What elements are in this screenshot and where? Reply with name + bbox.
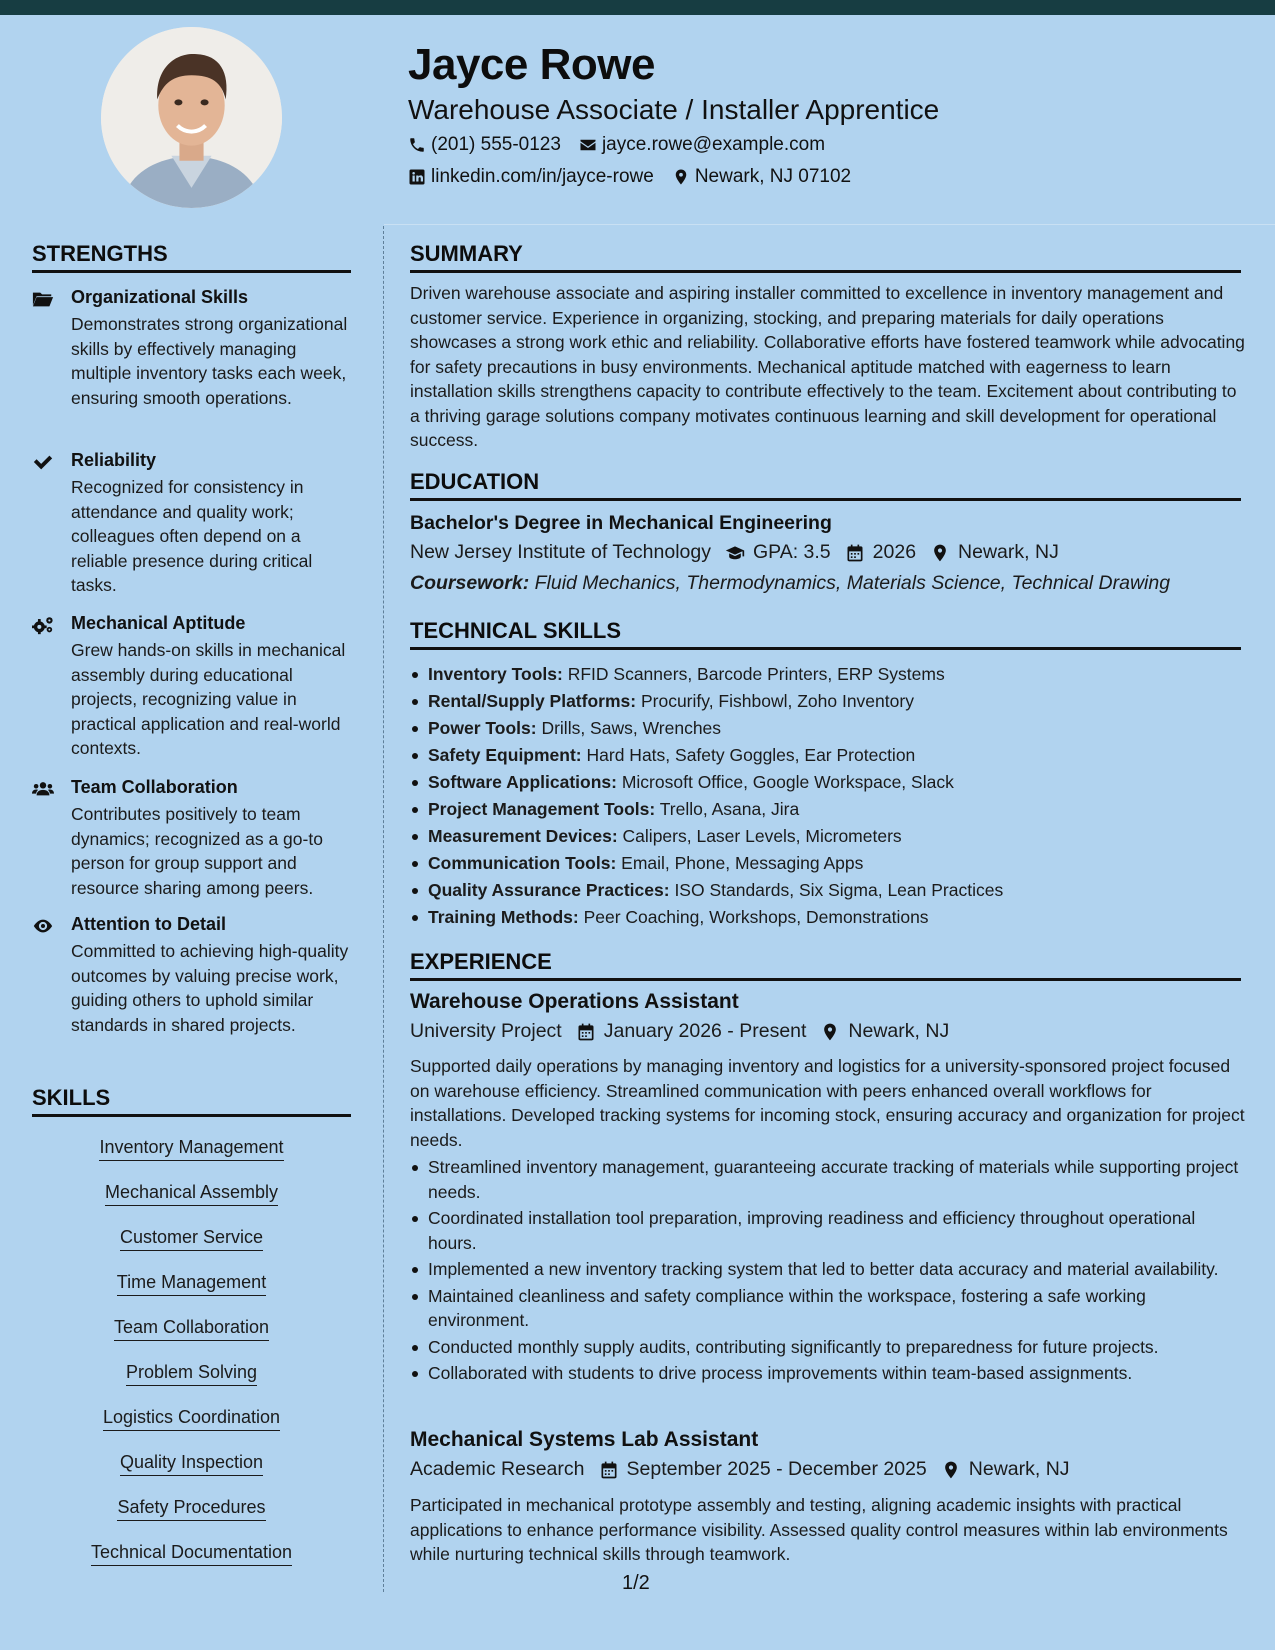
skill-label: Technical Documentation	[91, 1542, 292, 1566]
summary-text: Driven warehouse associate and aspiring installer committed to excellence in inventory management and customer service. Experience in organizing, stocking, and preparing materials for daily operations showcases a strong work ethic and reliability. Collaborative efforts have fostered teamwork while advocating for safety precautions in busy environments. Mechanical aptitude matched with eagerness to learn installation skills strengthens capacity to contribute effectively to the team. Excitement about contributing to a thriving garage solutions company motivates continuous learning and skill development for operational success.	[410, 283, 1245, 450]
job-meta	[410, 1458, 1084, 1481]
map-pin-icon	[820, 1022, 840, 1042]
phone-icon	[408, 136, 426, 154]
job-dates: September 2025 - December 2025	[626, 1458, 927, 1480]
envelope-icon	[579, 136, 597, 154]
profile-photo	[101, 27, 282, 208]
job-bullet: Coordinated installation tool preparation, improving readiness and efficiency throughout operational hours.	[410, 1206, 1245, 1255]
candidate-name: Jayce Rowe	[408, 40, 655, 89]
skill-item	[32, 1497, 351, 1521]
experience-heading: EXPERIENCE	[410, 949, 1241, 981]
skill-item	[32, 1272, 351, 1296]
skill-label: Time Management	[117, 1272, 266, 1296]
job-description: Participated in mechanical prototype assembly and testing, aligning academic insights with practical applications to enhance performance visibility. Assessed quality control measures within lab environments while nurturing technical skills through teamwork.	[410, 1495, 1228, 1564]
tech-skill-value: Hard Hats, Safety Goggles, Ear Protection	[586, 745, 916, 765]
education-heading: EDUCATION	[410, 469, 1241, 501]
degree-title: Bachelor's Degree in Mechanical Engineering	[410, 512, 832, 534]
map-pin-icon	[941, 1460, 961, 1480]
linkedin-text: linkedin.com/in/jayce-rowe	[431, 166, 654, 187]
tech-skill-label: Inventory Tools:	[428, 664, 563, 684]
skill-item	[32, 1137, 351, 1161]
skill-item	[32, 1407, 351, 1431]
strength-desc: Demonstrates strong organizational skills by effectively managing multiple inventory tasks each week, ensuring smooth operations.	[71, 314, 348, 408]
coursework-label: Coursework:	[410, 572, 530, 594]
strength-title: Reliability	[71, 450, 157, 470]
tech-skill-label: Communication Tools:	[428, 853, 617, 873]
job-meta	[410, 1020, 963, 1043]
folder-icon	[32, 289, 56, 309]
linkedin-item[interactable]	[408, 166, 654, 188]
tech-skill-item	[410, 824, 1245, 851]
skill-item	[32, 1452, 351, 1476]
strengths-heading: STRENGTHS	[32, 241, 351, 273]
skills-heading: SKILLS	[32, 1085, 351, 1117]
job-bullet: Streamlined inventory management, guaranteeing accurate tracking of materials while supporting project needs.	[410, 1155, 1245, 1204]
tech-skill-item	[410, 689, 1245, 716]
linkedin-icon	[408, 168, 426, 186]
graduation-cap-icon	[725, 543, 745, 563]
tech-skill-value: Drills, Saws, Wrenches	[541, 718, 722, 738]
job-bullet: Implemented a new inventory tracking system that led to better data accuracy and material availability.	[410, 1257, 1245, 1282]
column-divider	[383, 226, 384, 1592]
coursework-list: Fluid Mechanics, Thermodynamics, Materials Science, Technical Drawing	[534, 572, 1171, 594]
tech-skill-item	[410, 770, 1245, 797]
strength-title: Attention to Detail	[71, 914, 226, 934]
grad-year: 2026	[872, 541, 917, 563]
candidate-title: Warehouse Associate / Installer Apprentice	[408, 94, 940, 125]
contact-line-1	[408, 134, 843, 156]
skill-label: Safety Procedures	[117, 1497, 265, 1521]
eye-icon	[32, 916, 56, 936]
tech-skill-item	[410, 662, 1245, 689]
tech-skill-value: Trello, Asana, Jira	[659, 799, 800, 819]
calendar-icon	[845, 543, 865, 563]
job-location: Newark, NJ	[848, 1020, 950, 1042]
technical-skills-heading: TECHNICAL SKILLS	[410, 618, 1241, 650]
job-bullet: Collaborated with students to drive process improvements within team-based assignments.	[410, 1361, 1245, 1386]
school-location: Newark, NJ	[958, 541, 1059, 563]
strength-desc: Contributes positively to team dynamics; recognized as a go-to person for group support and resource sharing among peers.	[71, 804, 323, 898]
tech-skill-item	[410, 743, 1245, 770]
calendar-icon	[576, 1022, 596, 1042]
tech-skill-item	[410, 716, 1245, 743]
job-description: Supported daily operations by managing inventory and logistics for a university-sponsored project focused on warehouse efficiency. Streamlined communication with peers enhanced overall workflows for installations. Developed tracking systems for incoming stock, ensuring accuracy and organization for project needs.	[410, 1056, 1245, 1150]
job-location: Newark, NJ	[968, 1458, 1070, 1480]
strength-title: Mechanical Aptitude	[71, 613, 246, 633]
gears-icon	[32, 615, 56, 635]
summary-heading: SUMMARY	[410, 241, 1241, 273]
email-text: jayce.rowe@example.com	[601, 134, 826, 155]
tech-skill-label: Rental/Supply Platforms:	[428, 691, 637, 711]
location-text: Newark, NJ 07102	[694, 166, 852, 187]
tech-skill-value: Microsoft Office, Google Workspace, Slack	[621, 772, 954, 792]
strength-desc: Recognized for consistency in attendance and quality work; colleagues often depend on a reliable presence during critical tasks.	[71, 477, 313, 595]
tech-skill-value: Procurify, Fishbowl, Zoho Inventory	[640, 691, 914, 711]
job-bullet: Conducted monthly supply audits, contributing significantly to preparedness for future projects.	[410, 1335, 1245, 1360]
strength-desc: Grew hands-on skills in mechanical assembly during educational projects, recognizing value in practical application and real-world contexts.	[71, 640, 346, 758]
job-title: Warehouse Operations Assistant	[410, 990, 739, 1013]
tech-skill-label: Measurement Devices:	[428, 826, 618, 846]
tech-skill-value: Email, Phone, Messaging Apps	[621, 853, 864, 873]
tech-skill-value: RFID Scanners, Barcode Printers, ERP Systems	[567, 664, 945, 684]
skill-item	[32, 1182, 351, 1206]
header-divider	[384, 224, 1275, 225]
job-bullet: Maintained cleanliness and safety compliance within the workspace, fostering a safe working environment.	[410, 1284, 1245, 1333]
map-pin-icon	[672, 168, 690, 186]
job-org: University Project	[410, 1020, 562, 1042]
top-bar	[0, 0, 1275, 15]
strength-title: Team Collaboration	[71, 777, 238, 797]
tech-skill-item	[410, 851, 1245, 878]
job-bullets	[410, 1155, 1245, 1388]
tech-skill-label: Power Tools:	[428, 718, 537, 738]
school-name: New Jersey Institute of Technology	[410, 541, 711, 563]
skill-label: Customer Service	[120, 1227, 263, 1251]
strength-desc: Committed to achieving high-quality outcomes by valuing precise work, guiding others to uphold similar standards in shared projects.	[71, 941, 349, 1035]
gpa: GPA: 3.5	[752, 541, 831, 563]
calendar-icon	[599, 1460, 619, 1480]
map-pin-icon	[930, 543, 950, 563]
job-title: Mechanical Systems Lab Assistant	[410, 1428, 759, 1451]
technical-skills-list	[410, 662, 1245, 932]
tech-skill-label: Safety Equipment:	[428, 745, 582, 765]
skill-label: Problem Solving	[126, 1362, 257, 1386]
tech-skill-item	[410, 905, 1245, 932]
skill-item	[32, 1317, 351, 1341]
email-item[interactable]	[579, 134, 825, 156]
tech-skill-item	[410, 797, 1245, 824]
job-org: Academic Research	[410, 1458, 585, 1480]
skill-item	[32, 1362, 351, 1386]
phone-item[interactable]	[408, 134, 561, 156]
job-dates: January 2026 - Present	[603, 1020, 807, 1042]
tech-skill-label: Software Applications:	[428, 772, 617, 792]
coursework	[410, 572, 1170, 595]
education-meta	[410, 541, 1073, 564]
location-item	[672, 166, 851, 188]
skill-label: Quality Inspection	[120, 1452, 263, 1476]
skill-label: Mechanical Assembly	[105, 1182, 278, 1206]
tech-skill-value: Peer Coaching, Workshops, Demonstrations	[583, 907, 929, 927]
tech-skill-label: Project Management Tools:	[428, 799, 656, 819]
tech-skill-label: Training Methods:	[428, 907, 579, 927]
contact-line-2	[408, 166, 869, 188]
skill-item	[32, 1227, 351, 1251]
strength-title: Organizational Skills	[71, 287, 249, 307]
skill-label: Inventory Management	[99, 1137, 283, 1161]
skill-item	[32, 1542, 351, 1566]
tech-skill-item	[410, 878, 1245, 905]
check-icon	[32, 452, 56, 472]
users-icon	[32, 779, 56, 799]
tech-skill-value: ISO Standards, Six Sigma, Lean Practices	[674, 880, 1004, 900]
skill-label: Team Collaboration	[114, 1317, 269, 1341]
page-number: 1/2	[622, 1572, 650, 1594]
phone-text: (201) 555-0123	[431, 134, 561, 155]
skill-label: Logistics Coordination	[103, 1407, 280, 1431]
tech-skill-value: Calipers, Laser Levels, Micrometers	[622, 826, 902, 846]
tech-skill-label: Quality Assurance Practices:	[428, 880, 670, 900]
